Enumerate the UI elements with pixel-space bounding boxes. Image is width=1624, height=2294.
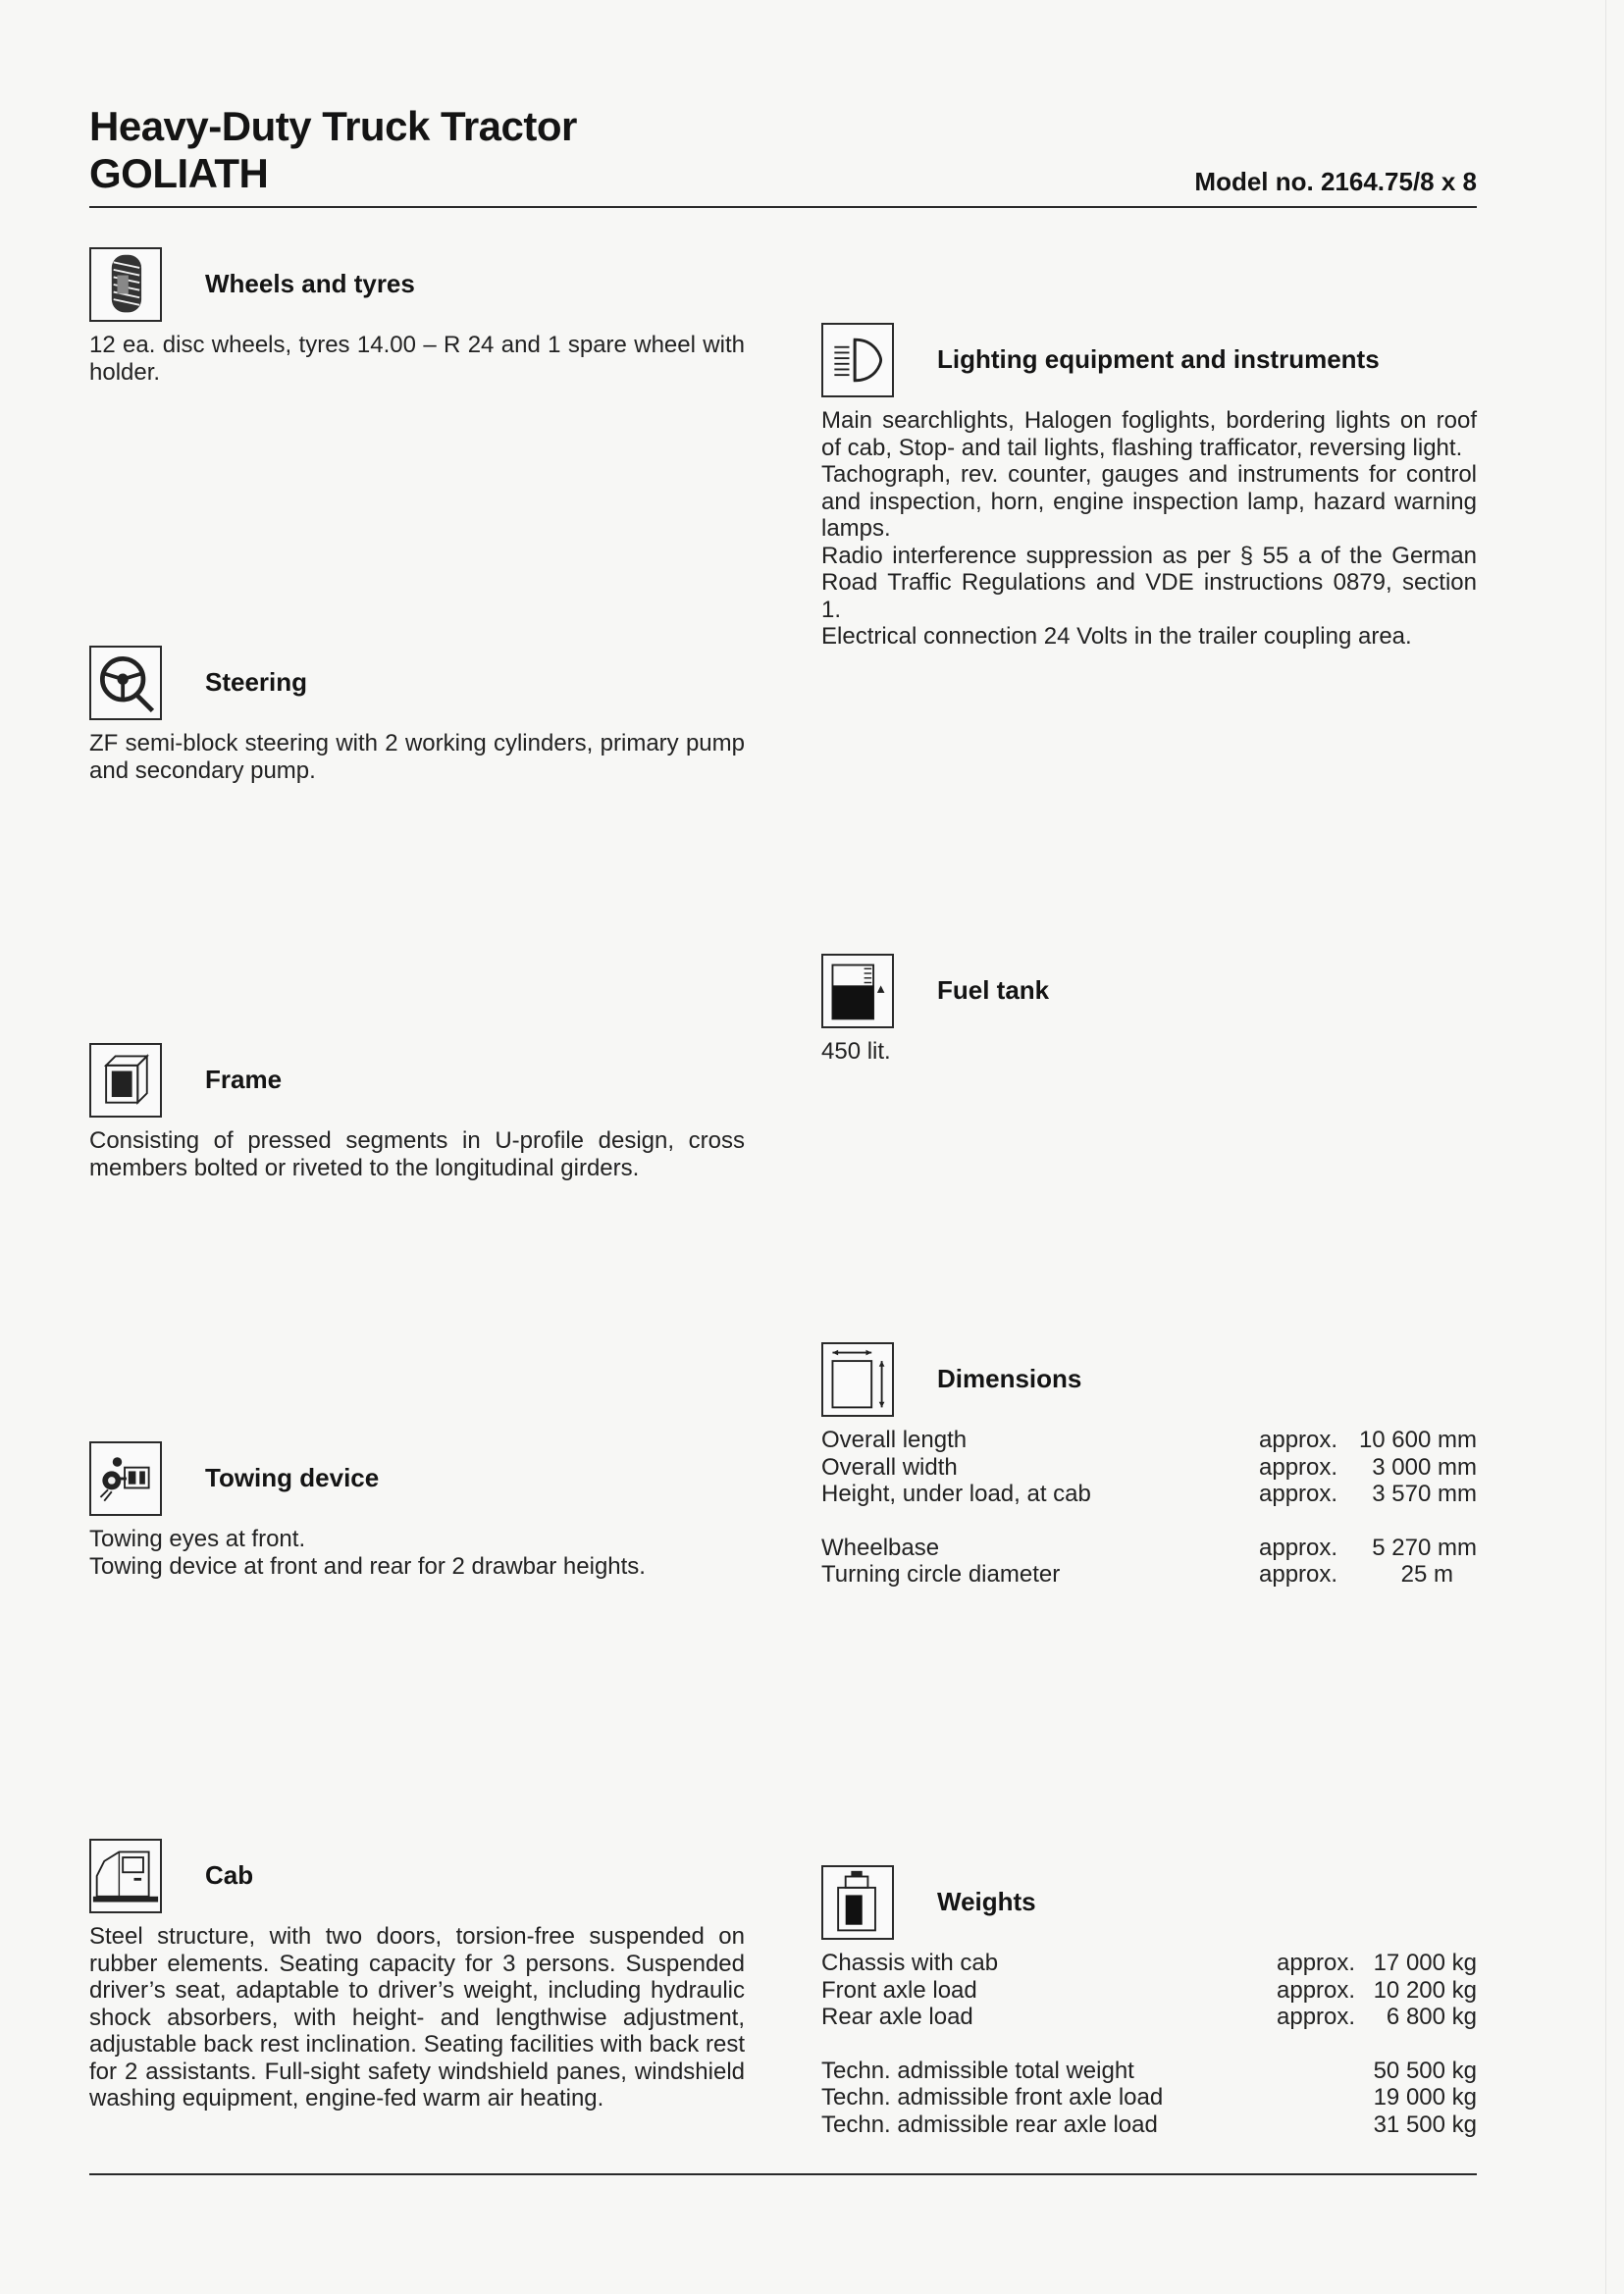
section-heading: Towing device — [205, 1463, 380, 1492]
section-heading: Weights — [937, 1887, 1036, 1916]
section-heading: Steering — [205, 667, 308, 697]
section-body: Consisting of pressed segments in U-profile design, cross members bolted or riveted to the longitudinal girders. — [89, 1127, 745, 1181]
table-row — [821, 1535, 1477, 1562]
section-body — [89, 1526, 745, 1580]
row-label: Overall length — [821, 1427, 968, 1453]
document-title-line2: GOLIATH — [89, 150, 269, 196]
row-label: Techn. admissible total weight — [821, 2057, 1134, 2084]
table-row — [821, 1561, 1477, 1589]
page-edge-line — [1605, 0, 1606, 2294]
row-value: 17 000 kg — [1373, 1950, 1477, 1976]
body-line: Towing eyes at front. — [89, 1526, 306, 1552]
row-value: 3 570 mm — [1372, 1481, 1477, 1507]
row-label: Turning circle diameter — [821, 1561, 1061, 1588]
row-label: Overall width — [821, 1453, 958, 1481]
row-qualifier: approx. — [1277, 2004, 1356, 2030]
row-value: 31 500 kg — [1373, 2111, 1477, 2138]
row-value: 3 000 mm — [1372, 1453, 1477, 1481]
section-body — [821, 407, 1477, 651]
row-spacer — [821, 1508, 1477, 1535]
table-row — [821, 2004, 1477, 2031]
row-label: Front axle load — [821, 1976, 977, 2004]
headlight-icon — [821, 323, 894, 397]
row-spacer — [821, 2031, 1477, 2058]
row-qualifier: approx. — [1277, 1976, 1356, 2004]
body-line: Tachograph, rev. counter, gauges and instruments for control and inspection, horn, engine inspection lamp, hazard warning lamps. — [821, 461, 1477, 542]
truck-cab-icon — [89, 1839, 162, 1913]
table-row — [821, 1977, 1477, 2005]
row-qualifier — [1277, 2084, 1373, 2112]
section-heading: Wheels and tyres — [205, 269, 415, 298]
body-line: Radio interference suppression as per § 55 a of the German Road Traffic Regulations and VDE instructions 0879, section 1. — [821, 542, 1477, 623]
dimensions-table — [821, 1427, 1477, 1589]
section-dimensions — [821, 1342, 1477, 1589]
section-fuel — [821, 954, 1477, 1066]
row-value: 25 m — [1400, 1561, 1453, 1588]
table-row — [821, 2112, 1477, 2139]
row-qualifier — [1277, 2112, 1373, 2139]
row-label: Techn. admissible rear axle load — [821, 2111, 1158, 2138]
row-label: Height, under load, at cab — [821, 1481, 1091, 1507]
frame-profile-icon — [89, 1043, 162, 1118]
table-row — [821, 1427, 1477, 1454]
row-value: 50 500 kg — [1373, 2057, 1477, 2084]
row-qualifier: approx. — [1277, 1950, 1356, 1976]
row-value: 19 000 kg — [1373, 2084, 1477, 2111]
row-value: 5 270 mm — [1372, 1534, 1477, 1561]
row-qualifier: approx. — [1259, 1561, 1338, 1588]
section-wheels — [89, 247, 745, 386]
section-body: 12 ea. disc wheels, tyres 14.00 – R 24 and 1 spare wheel with holder. — [89, 332, 745, 386]
row-qualifier: approx. — [1259, 1453, 1338, 1481]
row-label: Rear axle load — [821, 2004, 973, 2030]
table-row — [821, 2084, 1477, 2112]
section-body: Steel structure, with two doors, torsion-free suspended on rubber elements. Seating capacity for 3 persons. Suspended driver’s seat, adaptable to driver’s weight, including hydraulic shock absorbers, with height- and lengthwise adjustment, adjustable back rest inclination. Seating facilities with back rest for 2 assistants. Full-sight safety windshield panes, windshield washing equipment, engine-fed warm air heating. — [89, 1923, 745, 2112]
fuel-tank-icon — [821, 954, 894, 1028]
section-body: ZF semi-block steering with 2 working cylinders, primary pump and secondary pump. — [89, 730, 745, 784]
row-value: 10 200 kg — [1373, 1976, 1477, 2004]
section-weights — [821, 1865, 1477, 2138]
row-qualifier — [1277, 2058, 1373, 2085]
row-label: Wheelbase — [821, 1534, 940, 1561]
row-label: Chassis with cab — [821, 1950, 999, 1976]
row-qualifier: approx. — [1259, 1481, 1338, 1507]
section-cab — [89, 1839, 745, 2112]
row-qualifier: approx. — [1259, 1427, 1338, 1453]
table-row — [821, 1454, 1477, 1482]
weight-icon — [821, 1865, 894, 1940]
section-towing — [89, 1441, 745, 1580]
row-label: Techn. admissible front axle load — [821, 2084, 1164, 2111]
weights-table — [821, 1950, 1477, 2138]
tyre-icon — [89, 247, 162, 322]
section-body: 450 lit. — [821, 1038, 891, 1065]
body-line: Main searchlights, Halogen foglights, bordering lights on roof of cab, Stop- and tail lights, flashing trafficator, reversing light. — [821, 407, 1477, 461]
section-frame — [89, 1043, 745, 1181]
body-line: Towing device at front and rear for 2 drawbar heights. — [89, 1552, 646, 1580]
section-lighting — [821, 323, 1477, 651]
header-rule — [89, 206, 1477, 208]
dimensions-icon — [821, 1342, 894, 1417]
table-row — [821, 1950, 1477, 1977]
towing-coupling-icon — [89, 1441, 162, 1516]
section-heading: Cab — [205, 1860, 254, 1890]
footer-rule — [89, 2173, 1477, 2175]
table-row — [821, 2058, 1477, 2085]
section-heading: Dimensions — [937, 1364, 1082, 1393]
section-steering — [89, 646, 745, 784]
section-heading: Lighting equipment and instruments — [937, 344, 1380, 374]
section-heading: Fuel tank — [937, 975, 1050, 1005]
model-number: Model no. 2164.75/8 x 8 — [1194, 167, 1477, 196]
row-qualifier: approx. — [1259, 1534, 1338, 1561]
steering-wheel-icon — [89, 646, 162, 720]
document-title-line1: Heavy-Duty Truck Tractor — [89, 103, 577, 149]
row-value: 6 800 kg — [1386, 2004, 1477, 2030]
row-value: 10 600 mm — [1358, 1427, 1477, 1453]
table-row — [821, 1481, 1477, 1508]
body-line: Electrical connection 24 Volts in the trailer coupling area. — [821, 623, 1412, 650]
section-heading: Frame — [205, 1065, 283, 1094]
